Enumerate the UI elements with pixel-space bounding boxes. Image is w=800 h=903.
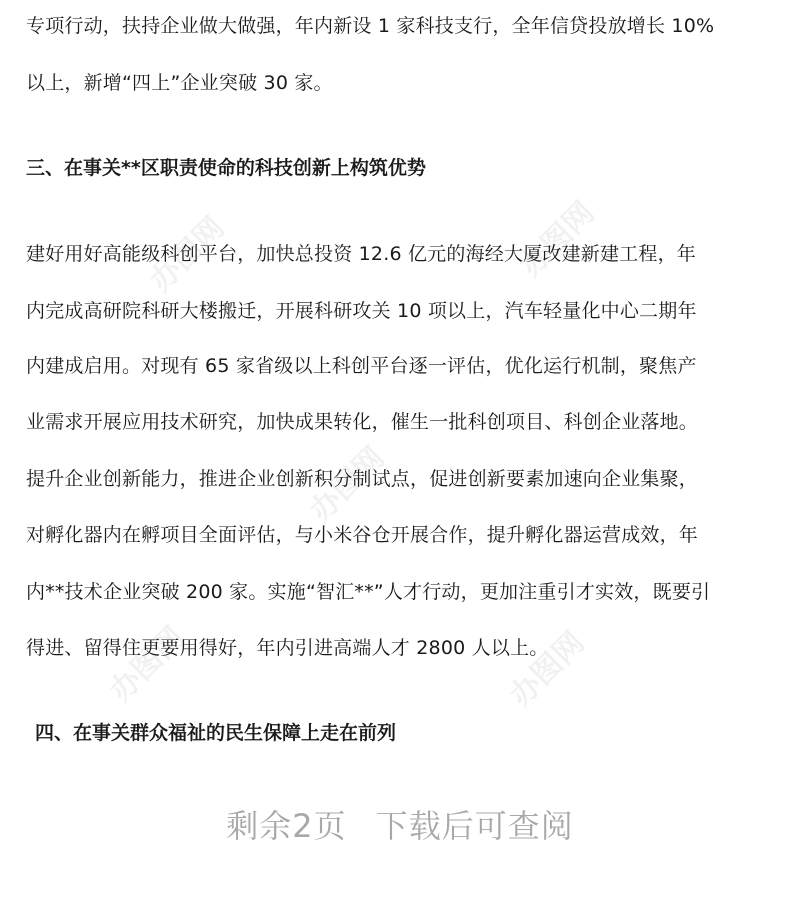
paragraph-line: 对孵化器内在孵项目全面评估，与小米谷仓开展合作，提升孵化器运营成效，年 [26, 524, 699, 546]
section-heading: 三、在事关**区职责使命的科技创新上构筑优势 [26, 157, 426, 179]
section-heading: 四、在事关群众福祉的民生保障上走在前列 [35, 722, 397, 744]
watermark: 办图网 [103, 620, 192, 709]
paragraph-line: 以上，新增“四上”企业突破 30 家。 [26, 72, 333, 94]
watermark: 办图网 [513, 195, 602, 284]
paragraph-line: 建好用好高能级科创平台，加快总投资 12.6 亿元的海经大厦改建新建工程，年 [26, 243, 696, 265]
paragraph-line: 内**技术企业突破 200 家。实施“智汇**”人才行动，更加注重引才实效，既要引 [26, 581, 711, 603]
remaining-pages-notice[interactable] [0, 806, 800, 846]
remaining-pages-label: 剩余2页 [226, 807, 347, 845]
watermark: 办图网 [143, 210, 232, 299]
download-hint-label: 下载后可查阅 [375, 807, 574, 845]
paragraph-line: 业需求开展应用技术研究，加快成果转化，催生一批科创项目、科创企业落地。 [26, 411, 699, 433]
paragraph-line: 内完成高研院科研大楼搬迁，开展科研攻关 10 项以上，汽车轻量化中心二期年 [26, 300, 697, 322]
paragraph-line: 内建成启用。对现有 65 家省级以上科创平台逐一评估，优化运行机制，聚焦产 [26, 355, 697, 377]
paragraph-line: 专项行动，扶持企业做大做强，年内新设 1 家科技支行，全年信贷投放增长 10% [26, 15, 715, 37]
watermark: 办图网 [303, 440, 392, 529]
watermark: 办图网 [503, 625, 592, 714]
paragraph-line: 提升企业创新能力，推进企业创新积分制试点，促进创新要素加速向企业集聚， [26, 468, 699, 490]
paragraph-line: 得进、留得住更要用得好，年内引进高端人才 2800 人以上。 [26, 637, 549, 659]
